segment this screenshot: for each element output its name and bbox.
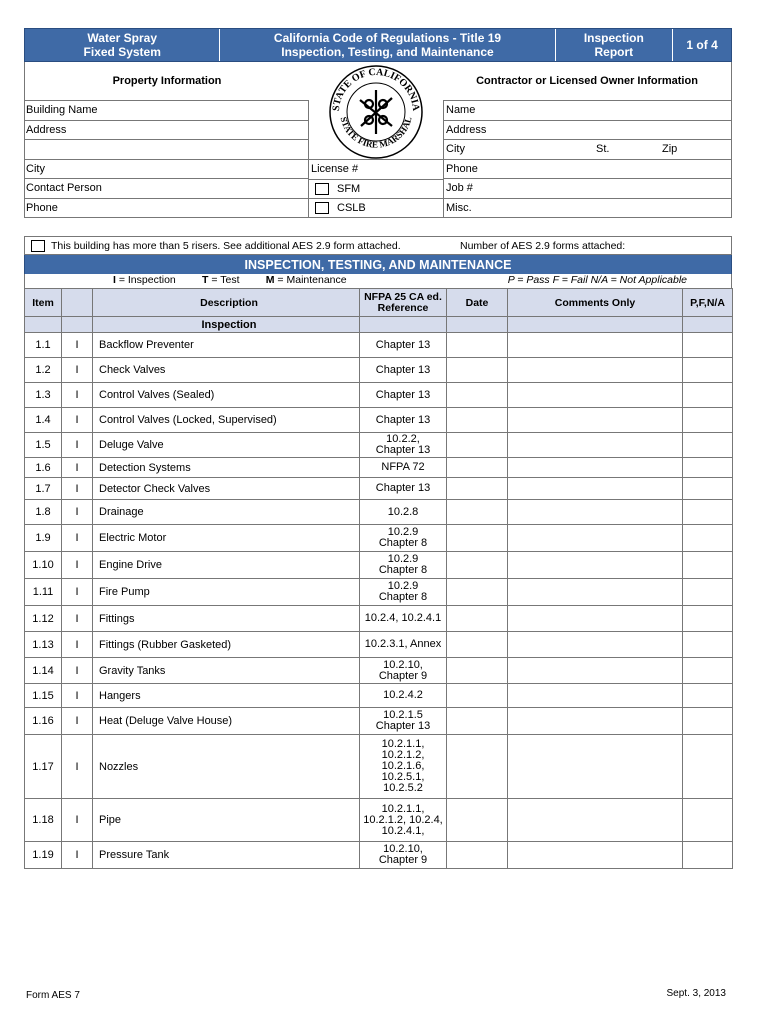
property-block (24, 62, 732, 218)
reference-line: 10.2.1.1, (381, 802, 425, 815)
item-number: 1.6 (25, 458, 62, 478)
reference-line: 10.2.3.1, Annex (364, 638, 442, 650)
risers-text: This building has more than 5 risers. See additional AES 2.9 form attached. (51, 239, 401, 252)
item-description: Nozzles (93, 735, 360, 799)
reference-line: 10.2.1.2, 10.2.4, (363, 813, 443, 826)
comments-cell[interactable] (508, 458, 683, 478)
pfna-cell[interactable] (683, 525, 733, 552)
col-type (62, 289, 93, 317)
date-cell[interactable] (447, 842, 508, 869)
header-system-title: Water Spray Fixed System (25, 29, 220, 61)
item-number: 1.18 (25, 799, 62, 842)
item-reference (360, 658, 447, 684)
item-description: Deluge Valve (93, 433, 360, 458)
item-reference (360, 735, 447, 799)
item-description: Backflow Preventer (93, 333, 360, 358)
comments-cell[interactable] (508, 358, 683, 383)
contact-person-field[interactable]: Contact Person (25, 178, 309, 198)
cslb-option[interactable]: CSLB (309, 198, 443, 218)
item-description: Check Valves (93, 358, 360, 383)
table-row (25, 735, 733, 799)
comments-cell[interactable] (508, 684, 683, 708)
item-type: I (62, 632, 93, 658)
date-cell[interactable] (447, 358, 508, 383)
item-description: Fittings (93, 606, 360, 632)
item-number: 1.7 (25, 478, 62, 500)
form-date: Sept. 3, 2013 (666, 988, 726, 999)
reference-line: 10.2.9 (387, 553, 419, 565)
comments-cell[interactable] (508, 842, 683, 869)
reference-line: Chapter 13 (375, 482, 431, 494)
date-cell[interactable] (447, 383, 508, 408)
item-description: Drainage (93, 500, 360, 525)
item-type: I (62, 708, 93, 735)
comments-cell[interactable] (508, 500, 683, 525)
table-row (25, 408, 733, 433)
item-number: 1.19 (25, 842, 62, 869)
header-report-title: Inspection Report (556, 29, 674, 61)
contractor-city-field[interactable]: City (446, 143, 465, 156)
reference-line: 10.2.9 (387, 580, 419, 592)
table-row (25, 500, 733, 525)
reference-line: 10.2.8 (387, 505, 419, 518)
col-description: Description (93, 289, 360, 317)
item-reference (360, 433, 447, 458)
table-row (25, 333, 733, 358)
comments-cell[interactable] (508, 478, 683, 500)
reference-line: 10.2.4, 10.2.4.1 (364, 612, 442, 624)
reference-line: Chapter 9 (378, 854, 428, 866)
pfna-cell[interactable] (683, 684, 733, 708)
item-number: 1.15 (25, 684, 62, 708)
itm-table (24, 288, 733, 869)
date-cell[interactable] (447, 333, 508, 358)
reference-line: 10.2.9 (387, 526, 419, 538)
table-row (25, 684, 733, 708)
pfna-cell[interactable] (683, 579, 733, 606)
form-id: Form AES 7 (26, 990, 80, 1001)
svg-text:STATE FIRE MARSHAL: STATE FIRE MARSHAL (338, 115, 414, 150)
table-row (25, 606, 733, 632)
item-description: Detection Systems (93, 458, 360, 478)
item-number: 1.12 (25, 606, 62, 632)
reference-line: NFPA 72 (381, 461, 425, 473)
pfna-cell[interactable] (683, 333, 733, 358)
property-information (25, 62, 309, 217)
pfna-cell[interactable] (683, 842, 733, 869)
item-type: I (62, 842, 93, 869)
item-description: Control Valves (Sealed) (93, 383, 360, 408)
property-info-title: Property Information (112, 75, 222, 87)
item-number: 1.9 (25, 525, 62, 552)
contractor-city-row[interactable] (443, 139, 731, 159)
item-description: Engine Drive (93, 552, 360, 579)
svg-text:STATE OF CALIFORNIA: STATE OF CALIFORNIA (330, 66, 422, 112)
reference-line: 10.2.1.1, (381, 738, 425, 750)
pfna-cell[interactable] (683, 383, 733, 408)
aes-forms-count-field[interactable]: Number of AES 2.9 forms attached: (460, 239, 626, 252)
comments-cell[interactable] (508, 799, 683, 842)
seal-and-license (309, 62, 443, 218)
item-description: Control Valves (Locked, Supervised) (93, 408, 360, 433)
date-cell[interactable] (447, 458, 508, 478)
item-reference (360, 333, 447, 358)
date-cell[interactable] (447, 735, 508, 799)
contractor-address-field[interactable]: Address (443, 120, 731, 140)
item-number: 1.1 (25, 333, 62, 358)
contractor-phone-field[interactable]: Phone (443, 159, 731, 179)
reference-line: 10.2.5.1, (381, 771, 425, 783)
risers-row (24, 236, 732, 255)
item-description: Pipe (93, 799, 360, 842)
contractor-info-title: Contractor or Licensed Owner Information (476, 75, 698, 87)
item-type: I (62, 799, 93, 842)
date-cell[interactable] (447, 632, 508, 658)
itm-type-legend: I = Inspection T = Test M = Maintenance (113, 274, 347, 286)
result-legend: P = Pass F = Fail N/A = Not Applicable (507, 274, 687, 286)
pfna-cell[interactable] (683, 358, 733, 383)
date-cell[interactable] (447, 606, 508, 632)
comments-cell[interactable] (508, 632, 683, 658)
job-number-field[interactable]: Job # (443, 178, 731, 198)
item-description: Hangers (93, 684, 360, 708)
item-type: I (62, 458, 93, 478)
date-cell[interactable] (447, 433, 508, 458)
comments-cell[interactable] (508, 579, 683, 606)
reference-line: Chapter 13 (375, 338, 431, 351)
reference-line: 10.2.1.5 (383, 709, 423, 721)
comments-cell[interactable] (508, 735, 683, 799)
date-cell[interactable] (447, 500, 508, 525)
table-header-row (25, 289, 733, 317)
item-description: Fire Pump (93, 579, 360, 606)
item-type: I (62, 383, 93, 408)
contractor-state-field[interactable]: St. (596, 143, 610, 156)
reference-line: Chapter 8 (378, 564, 428, 576)
risers-checkbox[interactable] (31, 240, 45, 252)
item-number: 1.5 (25, 433, 62, 458)
pfna-cell[interactable] (683, 658, 733, 684)
date-cell[interactable] (447, 579, 508, 606)
col-item: Item (25, 289, 62, 317)
item-type: I (62, 735, 93, 799)
item-type: I (62, 478, 93, 500)
reference-line: Chapter 13 (375, 444, 431, 456)
item-type: I (62, 433, 93, 458)
pfna-cell[interactable] (683, 433, 733, 458)
item-reference (360, 606, 447, 632)
date-cell[interactable] (447, 408, 508, 433)
building-name-field[interactable]: Building Name (25, 100, 309, 120)
table-row (25, 433, 733, 458)
item-type: I (62, 606, 93, 632)
inspection-subheader (25, 317, 733, 333)
reference-line: 10.2.1.6, (381, 760, 425, 772)
table-row (25, 799, 733, 842)
comments-cell[interactable] (508, 433, 683, 458)
col-date: Date (447, 289, 508, 317)
property-city-field[interactable]: City (25, 159, 309, 179)
date-cell[interactable] (447, 478, 508, 500)
item-type: I (62, 525, 93, 552)
comments-cell[interactable] (508, 658, 683, 684)
item-type: I (62, 408, 93, 433)
pfna-cell[interactable] (683, 458, 733, 478)
item-reference (360, 799, 447, 842)
contractor-name-field[interactable]: Name (443, 100, 731, 120)
table-row (25, 478, 733, 500)
comments-cell[interactable] (508, 606, 683, 632)
item-number: 1.2 (25, 358, 62, 383)
comments-cell[interactable] (508, 552, 683, 579)
reference-line: 10.2.10, (383, 843, 423, 855)
item-reference (360, 383, 447, 408)
date-cell[interactable] (447, 684, 508, 708)
item-reference (360, 579, 447, 606)
date-cell[interactable] (447, 658, 508, 684)
date-cell[interactable] (447, 552, 508, 579)
reference-line: 10.2.5.2 (383, 782, 423, 794)
item-description: Heat (Deluge Valve House) (93, 708, 360, 735)
itm-section-title: INSPECTION, TESTING, AND MAINTENANCE (24, 255, 732, 274)
table-row (25, 579, 733, 606)
item-reference (360, 458, 447, 478)
sfm-option[interactable]: SFM (309, 179, 443, 199)
pfna-cell[interactable] (683, 799, 733, 842)
table-row (25, 552, 733, 579)
item-description: Detector Check Valves (93, 478, 360, 500)
table-row (25, 658, 733, 684)
item-type: I (62, 579, 93, 606)
item-description: Fittings (Rubber Gasketed) (93, 632, 360, 658)
property-phone-field[interactable]: Phone (25, 198, 309, 218)
item-type: I (62, 684, 93, 708)
state-fire-marshal-seal-icon (325, 64, 427, 160)
reference-line: 10.2.4.1, (381, 824, 425, 837)
date-cell[interactable] (447, 525, 508, 552)
item-number: 1.4 (25, 408, 62, 433)
comments-cell[interactable] (508, 408, 683, 433)
col-pfna: P,F,N/A (683, 289, 733, 317)
item-number: 1.13 (25, 632, 62, 658)
table-row (25, 525, 733, 552)
reference-line: Chapter 13 (375, 363, 431, 376)
table-row (25, 358, 733, 383)
item-reference (360, 708, 447, 735)
item-reference (360, 684, 447, 708)
item-reference (360, 408, 447, 433)
item-reference (360, 552, 447, 579)
contractor-information (443, 62, 731, 217)
item-reference (360, 358, 447, 383)
form-page (24, 28, 732, 869)
cslb-checkbox[interactable] (315, 202, 329, 214)
pfna-cell[interactable] (683, 735, 733, 799)
item-description: Pressure Tank (93, 842, 360, 869)
table-row (25, 708, 733, 735)
item-reference (360, 632, 447, 658)
item-type: I (62, 333, 93, 358)
item-number: 1.17 (25, 735, 62, 799)
item-number: 1.14 (25, 658, 62, 684)
property-address-field[interactable]: Address (25, 120, 309, 140)
pfna-cell[interactable] (683, 408, 733, 433)
itm-legend (24, 274, 732, 288)
reference-line: Chapter 13 (375, 720, 431, 732)
reference-line: 10.2.2, (386, 433, 420, 445)
comments-cell[interactable] (508, 708, 683, 735)
item-type: I (62, 500, 93, 525)
reference-line: Chapter 8 (378, 591, 428, 603)
reference-line: 10.2.10, (383, 658, 423, 671)
comments-cell[interactable] (508, 333, 683, 358)
page-number: 1 of 4 (686, 38, 718, 52)
item-reference (360, 478, 447, 500)
table-row (25, 383, 733, 408)
item-type: I (62, 658, 93, 684)
col-comments: Comments Only (508, 289, 683, 317)
item-description: Electric Motor (93, 525, 360, 552)
reference-line: 10.2.4.2 (383, 689, 423, 701)
form-header (24, 28, 732, 62)
subheader-label: Inspection (93, 317, 360, 333)
item-number: 1.10 (25, 552, 62, 579)
comments-cell[interactable] (508, 383, 683, 408)
reference-line: 10.2.1.2, (381, 749, 425, 761)
table-row (25, 842, 733, 869)
item-number: 1.16 (25, 708, 62, 735)
date-cell[interactable] (447, 799, 508, 842)
item-number: 1.11 (25, 579, 62, 606)
reference-line: Chapter 13 (375, 388, 431, 401)
comments-cell[interactable] (508, 525, 683, 552)
pfna-cell[interactable] (683, 708, 733, 735)
property-address-line2-field[interactable] (25, 139, 309, 159)
reference-line: Chapter 9 (378, 669, 428, 682)
pfna-cell[interactable] (683, 500, 733, 525)
col-reference: NFPA 25 CA ed. Reference (360, 289, 447, 317)
pfna-cell[interactable] (683, 606, 733, 632)
item-reference (360, 842, 447, 869)
item-reference (360, 525, 447, 552)
pfna-cell[interactable] (683, 478, 733, 500)
table-row (25, 458, 733, 478)
contractor-zip-field[interactable]: Zip (662, 143, 678, 156)
item-type: I (62, 552, 93, 579)
table-row (25, 632, 733, 658)
item-number: 1.8 (25, 500, 62, 525)
sfm-checkbox[interactable] (315, 183, 329, 195)
misc-field[interactable]: Misc. (443, 198, 731, 218)
date-cell[interactable] (447, 708, 508, 735)
reference-line: Chapter 13 (375, 413, 431, 426)
item-reference (360, 500, 447, 525)
pfna-cell[interactable] (683, 552, 733, 579)
license-number-field[interactable]: License # (309, 159, 443, 179)
item-description: Gravity Tanks (93, 658, 360, 684)
item-type: I (62, 358, 93, 383)
item-number: 1.3 (25, 383, 62, 408)
reference-line: Chapter 8 (378, 537, 428, 549)
pfna-cell[interactable] (683, 632, 733, 658)
header-code-title: California Code of Regulations - Title 19 Inspection, Testing, and Maintenance (220, 29, 555, 61)
